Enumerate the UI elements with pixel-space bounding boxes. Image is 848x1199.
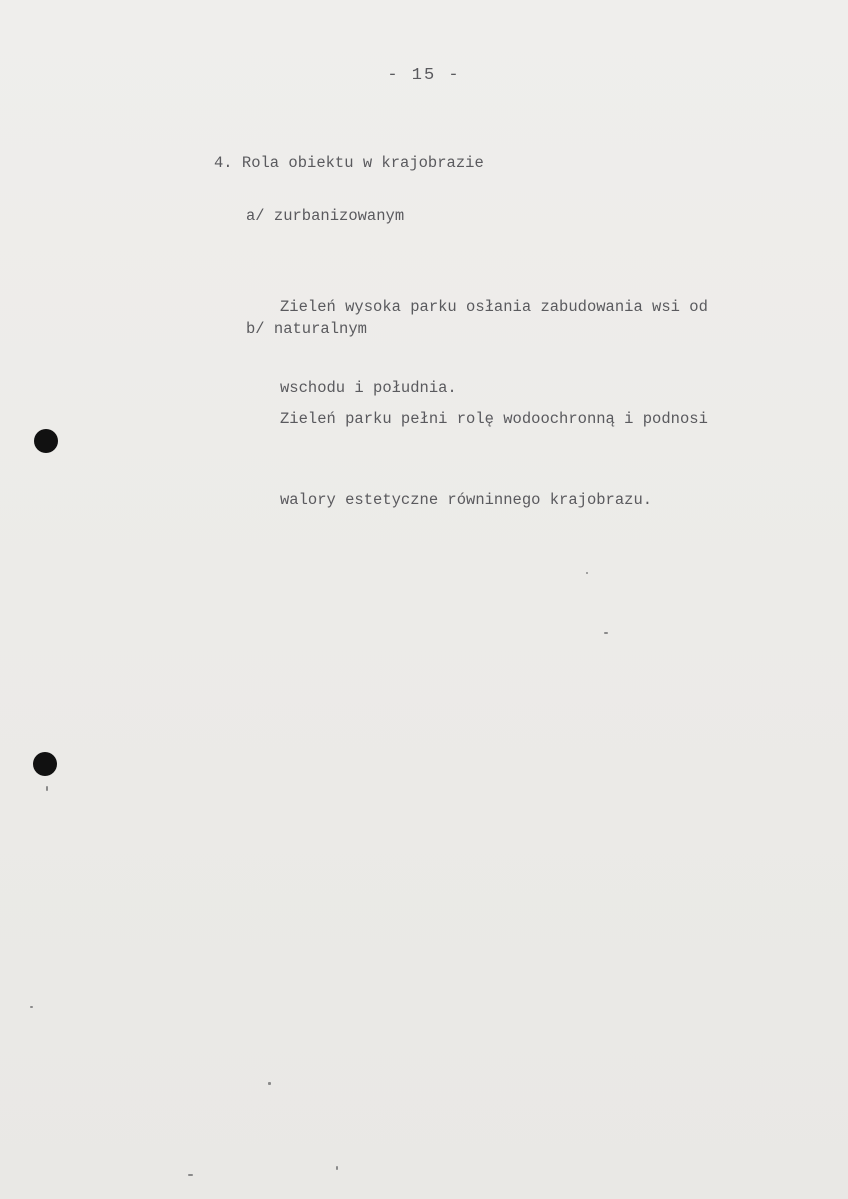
paper-speck bbox=[604, 632, 608, 634]
paragraph-line: wschodu i południa. bbox=[280, 379, 457, 397]
paragraph-natural bbox=[280, 352, 780, 568]
paragraph-line: Zieleń parku pełni rolę wodoochronną i podnosi bbox=[280, 410, 708, 428]
punch-hole-icon bbox=[33, 752, 57, 776]
paper-speck bbox=[586, 572, 588, 574]
section-heading: 4. Rola obiektu w krajobrazie bbox=[214, 154, 484, 172]
paragraph-line: walory estetyczne równinnego krajobrazu. bbox=[280, 491, 653, 509]
punch-hole-icon bbox=[34, 429, 58, 453]
paper-speck bbox=[30, 1006, 33, 1008]
paper-speck bbox=[188, 1174, 193, 1176]
paper-speck bbox=[46, 786, 48, 791]
page-number: - 15 - bbox=[387, 66, 461, 85]
subheading-natural: b/ naturalnym bbox=[246, 320, 367, 338]
paper-speck bbox=[268, 1082, 271, 1085]
subheading-urbanized: a/ zurbanizowanym bbox=[246, 207, 405, 225]
paper-speck bbox=[336, 1166, 338, 1170]
paragraph-line: Zieleń wysoka parku osłania zabudowania wsi od bbox=[280, 298, 708, 316]
